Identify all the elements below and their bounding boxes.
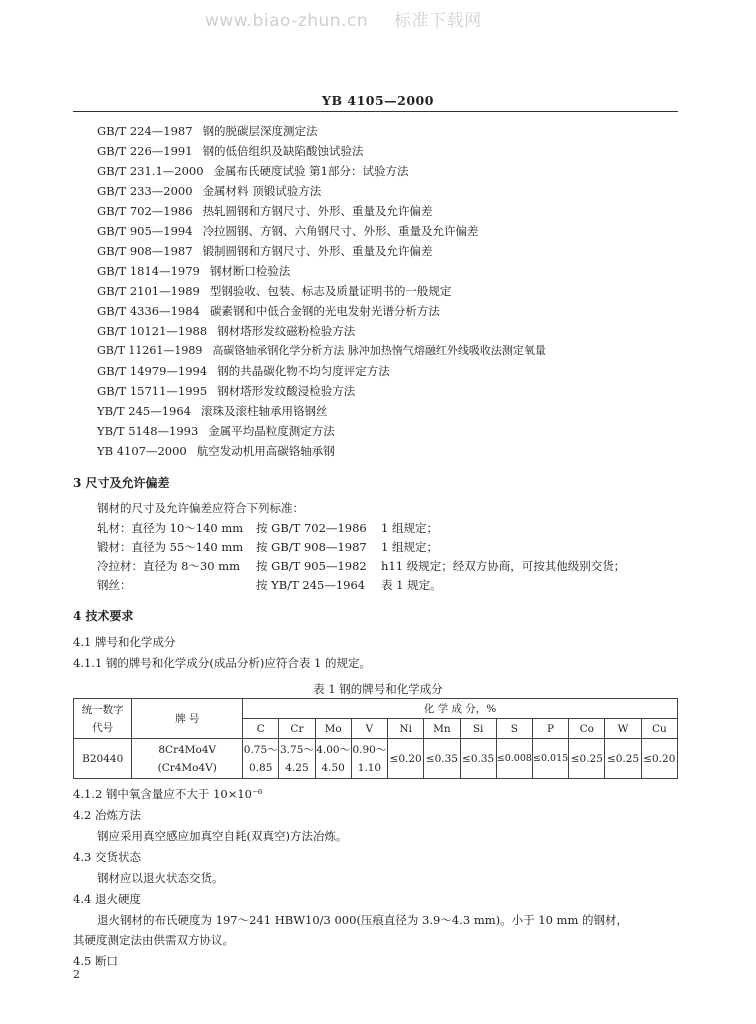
clause-4-2-heading: 4.2 冶炼方法 [73, 808, 141, 822]
reference-item: GB/T 231.1—2000 金属布氏硬度试验 第1部分：试验方法 [97, 164, 409, 178]
header-unified-code: 统一数字 代号 [74, 699, 132, 739]
cell-grade: 8Cr4Mo4V (Cr4Mo4V) [132, 739, 243, 779]
clause-4-4-text-cont: 其硬度测定法由供需双方协议。 [73, 933, 234, 947]
reference-item: YB 4107—2000 航空发动机用高碳铬轴承钢 [97, 444, 335, 458]
clause-4-3-text: 钢材应以退火状态交货。 [97, 871, 224, 885]
cell-ni: ≤0.20 [388, 739, 424, 779]
chemical-composition-table [73, 698, 678, 779]
section-3-intro: 钢材的尺寸及允许偏差应符合下列标准： [97, 501, 304, 515]
dim-row-rule: h11 级规定；经双方协商，可按其他级别交货； [381, 559, 626, 573]
page-number: 2 [73, 968, 80, 981]
dim-row-standard: 按 YB/T 245—1964 [256, 578, 366, 592]
page-header: YB 4105—2000 [322, 93, 434, 108]
section-4-heading: 4 技术要求 [73, 609, 134, 623]
reference-item: GB/T 10121—1988 钢材塔形发纹磁粉检验方法 [97, 324, 356, 338]
reference-item: GB/T 14979—1994 钢的共晶碳化物不均匀度评定方法 [97, 364, 390, 378]
table-caption: 表 1 钢的牌号和化学成分 [313, 682, 443, 696]
reference-item: YB/T 245—1964 滚珠及滚柱轴承用铬钢丝 [97, 404, 328, 418]
cell-c: 0.75～ 0.85 [243, 739, 279, 779]
clause-4-4-text: 退火钢材的布氏硬度为 197～241 HBW10/3 000(压痕直径为 3.9～4.3 mm)。小于 10 mm 的钢材， [97, 913, 629, 927]
reference-item: GB/T 702—1986 热轧圆钢和方钢尺寸、外形、重量及允许偏差 [97, 204, 433, 218]
reference-item: GB/T 224—1987 钢的脱碳层深度测定法 [97, 124, 318, 138]
element-header: Cr [279, 719, 315, 739]
header-rule [73, 111, 678, 112]
cell-si: ≤0.35 [460, 739, 496, 779]
dim-row-standard: 按 GB/T 702—1986 [256, 521, 367, 535]
element-header: Co [569, 719, 605, 739]
element-header: S [496, 719, 532, 739]
element-header: V [351, 719, 387, 739]
clause-4-1-heading: 4.1 牌号和化学成分 [73, 635, 176, 649]
watermark-url: www.biao-zhun.cn [205, 11, 369, 31]
table-row [74, 739, 678, 779]
reference-item: GB/T 226—1991 钢的低倍组织及缺陷酸蚀试验法 [97, 144, 364, 158]
element-header: C [243, 719, 279, 739]
clause-4-3-heading: 4.3 交货状态 [73, 850, 141, 864]
cell-w: ≤0.25 [605, 739, 641, 779]
element-header: Si [460, 719, 496, 739]
cell-v: 0.90～ 1.10 [351, 739, 387, 779]
clause-4-2-text: 钢应采用真空感应加真空自耗(双真空)方法冶炼。 [97, 829, 348, 843]
reference-item: GB/T 4336—1984 碳素钢和中低合金钢的光电发射光谱分析方法 [97, 304, 440, 318]
reference-item: GB/T 233—2000 金属材料 顶锻试验方法 [97, 184, 322, 198]
reference-item: GB/T 905—1994 冷拉圆钢、方钢、六角钢尺寸、外形、重量及允许偏差 [97, 224, 479, 238]
watermark [205, 6, 508, 31]
dim-row-rule: 1 组规定； [381, 521, 438, 535]
element-header: W [605, 719, 641, 739]
dim-row-label: 钢丝： [97, 578, 132, 592]
dim-row-standard: 按 GB/T 905—1982 [256, 559, 367, 573]
clause-4-1-2: 4.1.2 钢中氧含量应不大于 10×10⁻⁶ [73, 787, 263, 801]
element-header: P [532, 719, 568, 739]
dim-row-rule: 1 组规定； [381, 540, 438, 554]
cell-cr: 3.75～ 4.25 [279, 739, 315, 779]
cell-co: ≤0.25 [569, 739, 605, 779]
dim-row-rule: 表 1 规定。 [381, 578, 442, 592]
dim-row-standard: 按 GB/T 908—1987 [256, 540, 367, 554]
reference-item: YB/T 5148—1993 金属平均晶粒度测定方法 [97, 424, 335, 438]
dim-row-label: 冷拉材：直径为 8～30 mm [97, 559, 241, 573]
clause-4-4-heading: 4.4 退火硬度 [73, 892, 141, 906]
cell-unified-code: B20440 [74, 739, 132, 779]
reference-item: GB/T 11261—1989 高碳铬轴承钢化学分析方法 脉冲加热惰气熔融红外线吸收法测定氧量 [97, 344, 546, 357]
cell-mn: ≤0.35 [424, 739, 460, 779]
element-header: Ni [388, 719, 424, 739]
element-header: Mo [315, 719, 351, 739]
cell-mo: 4.00～ 4.50 [315, 739, 351, 779]
reference-item: GB/T 908—1987 锻制圆钢和方钢尺寸、外形、重量及允许偏差 [97, 244, 433, 258]
header-composition: 化 学 成 分，% [243, 699, 678, 719]
cell-cu: ≤0.20 [641, 739, 677, 779]
clause-4-1-1: 4.1.1 钢的牌号和化学成分(成品分析)应符合表 1 的规定。 [73, 656, 372, 670]
section-3-heading: 3 尺寸及允许偏差 [73, 476, 170, 490]
dim-row-label: 锻材：直径为 55～140 mm [97, 540, 244, 554]
header-grade: 牌 号 [132, 699, 243, 739]
reference-item: GB/T 2101—1989 型钢验收、包装、标志及质量证明书的一般规定 [97, 284, 452, 298]
cell-p: ≤0.015 [532, 739, 568, 779]
element-header: Cu [641, 719, 677, 739]
watermark-site: 标准下载网 [394, 11, 482, 31]
clause-4-5-heading: 4.5 断口 [73, 954, 118, 968]
reference-item: GB/T 1814—1979 钢材断口检验法 [97, 264, 291, 278]
element-header: Mn [424, 719, 460, 739]
cell-s: ≤0.008 [496, 739, 532, 779]
reference-item: GB/T 15711—1995 钢材塔形发纹酸浸检验方法 [97, 384, 356, 398]
dim-row-label: 轧材：直径为 10～140 mm [97, 521, 244, 535]
